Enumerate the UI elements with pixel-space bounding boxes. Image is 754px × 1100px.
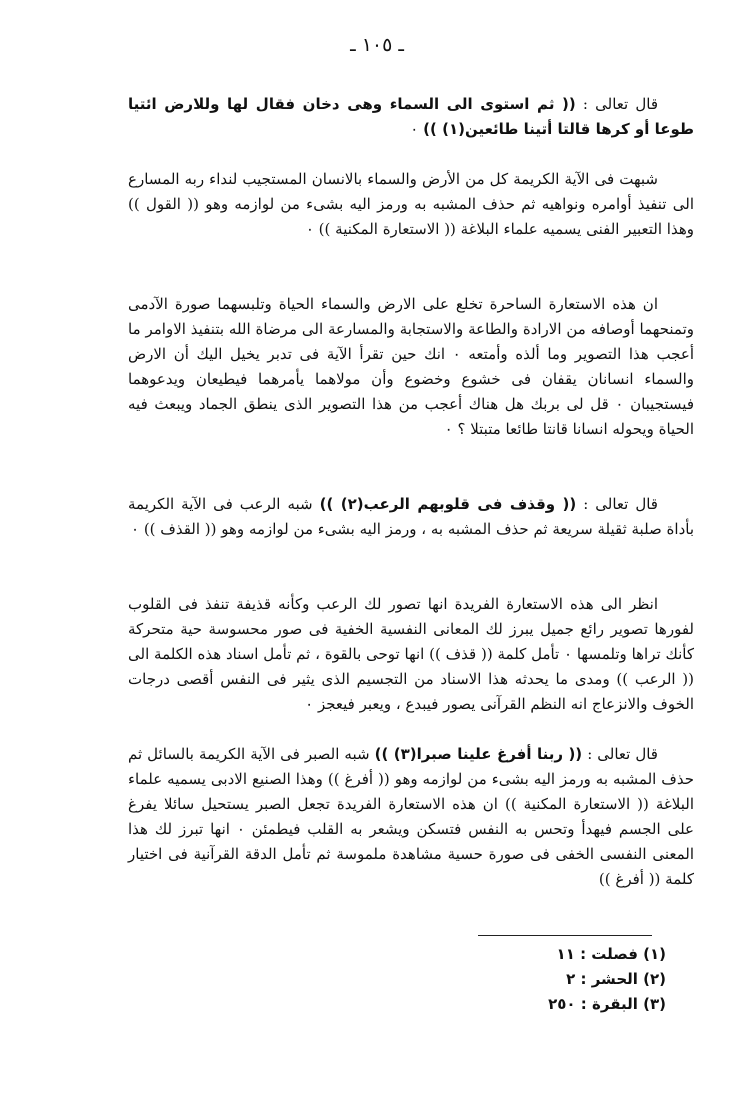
paragraph-explanation-1 bbox=[128, 167, 694, 242]
verse-intro: قال تعالى : bbox=[582, 745, 658, 763]
paragraph-explanation-2 bbox=[128, 292, 694, 442]
verse-intro: قال تعالى : bbox=[575, 95, 658, 113]
page-number: ـ ١٠٥ ـ bbox=[350, 34, 404, 56]
verse-explanation: شبه الصبر فى الآية الكريمة بالسائل ثم حذف المشبه به ورمز اليه بشىء من لوازمه وهو (( أفرغ )) وهذا الصنيع الادبى يسميه علماء البلاغة (( الاستعارة المكنية )) ان هذه الاستعارة الفريدة تجعل الصبر يستحيل سائلا يفرغ على الجسم فيهدأ وتحس به النفس فتسكن ويشعر به القلب فيطمئن ٠ انها تبرز لك هذا المعنى النفسى الخفى فى صورة حسية مشاهدة ملموسة ثم تأمل الدقة القرآنية فى اختيار كلمة (( أفرغ )) bbox=[128, 745, 694, 888]
paragraph-text: شبهت فى الآية الكريمة كل من الأرض والسماء بالانسان المستجيب لنداء ربه المسارع الى تنفيذ أوامره ونواهيه ثم حذف المشبه به ورمز اليه بشىء من لوازمه وهو (( القول )) وهذا التعبير الفنى يسميه علماء البلاغة (( الاستعارة المكنية )) ٠ bbox=[128, 170, 694, 238]
verse-explanation: شبه الرعب فى الآية الكريمة بأداة صلبة ثقيلة سريعة ثم حذف المشبه به ، ورمز اليه بشىء من لوازمه وهو (( القذف )) ٠ bbox=[128, 495, 694, 538]
verse-end: ٠ bbox=[410, 120, 424, 138]
footnote-2: (٢) الحشر : ٢ bbox=[566, 970, 666, 988]
paragraph-explanation-3 bbox=[128, 592, 694, 717]
paragraph-verse-baqara bbox=[128, 742, 694, 892]
footnotes bbox=[470, 942, 666, 1017]
footnote-1: (١) فصلت : ١١ bbox=[556, 945, 666, 963]
paragraph-verse-fussilat bbox=[128, 92, 694, 142]
paragraph-verse-hashr bbox=[128, 492, 694, 542]
quran-quote: (( ربنا أفرغ علينا صبرا(٣) )) bbox=[374, 745, 583, 763]
verse-intro: قال تعالى : bbox=[576, 495, 658, 513]
paragraph-text: انظر الى هذه الاستعارة الفريدة انها تصور لك الرعب وكأنه قذيفة تنفذ فى القلوب لفورها تصوير رائع جميل يبرز لك المعانى النفسية الخفية فى صور محسوسة حية متحركة كأنك تراها وتلمسها ٠ تأمل كلمة (( قذف )) انها توحى بالقوة ، ثم تأمل اسناد هذه الكلمة الى (( الرعب )) ومدى ما يحدثه هذا الاسناد من التجسيم الذى يثير فى النفس أقصى درجات الخوف والانزعاج انه النظم القرآنى يصور فيبدع ، ويعبر فيعجز ٠ bbox=[128, 595, 694, 713]
footnote-3: (٣) البقرة : ٢٥٠ bbox=[548, 995, 666, 1013]
quran-quote: (( وقذف فى قلوبهم الرعب(٢) )) bbox=[319, 495, 577, 513]
footnote-separator bbox=[478, 935, 652, 936]
paragraph-text: ان هذه الاستعارة الساحرة تخلع على الارض والسماء الحياة وتلبسهما صورة الآدمى وتمنحهما أوصافه من الارادة والطاعة والاستجابة والمسارعة الى مرضاة الله بتنفيذ الاوامر ما أعجب هذا التصوير وما ألذه وأمتعه ٠ انك حين تقرأ الآية فى تدبر يخيل اليك أن الارض والسماء انسانان يقفان فى خشوع وخضوع وأن مولاهما يأمرهما فيطيعان ويدعوهما فيستجيبان ٠ قل لى بربك هل هناك أعجب من هذا التصوير الذى ينطق الجماد ويبعث فيه الحياة ويحوله انسانا قانتا طائعا متبتلا ؟ ٠ bbox=[128, 295, 694, 438]
quran-quote: (( ثم استوى الى السماء وهى دخان فقال لها وللارض ائتيا طوعا أو كرها قالتا أتينا طائعين(١) )) bbox=[128, 95, 694, 138]
